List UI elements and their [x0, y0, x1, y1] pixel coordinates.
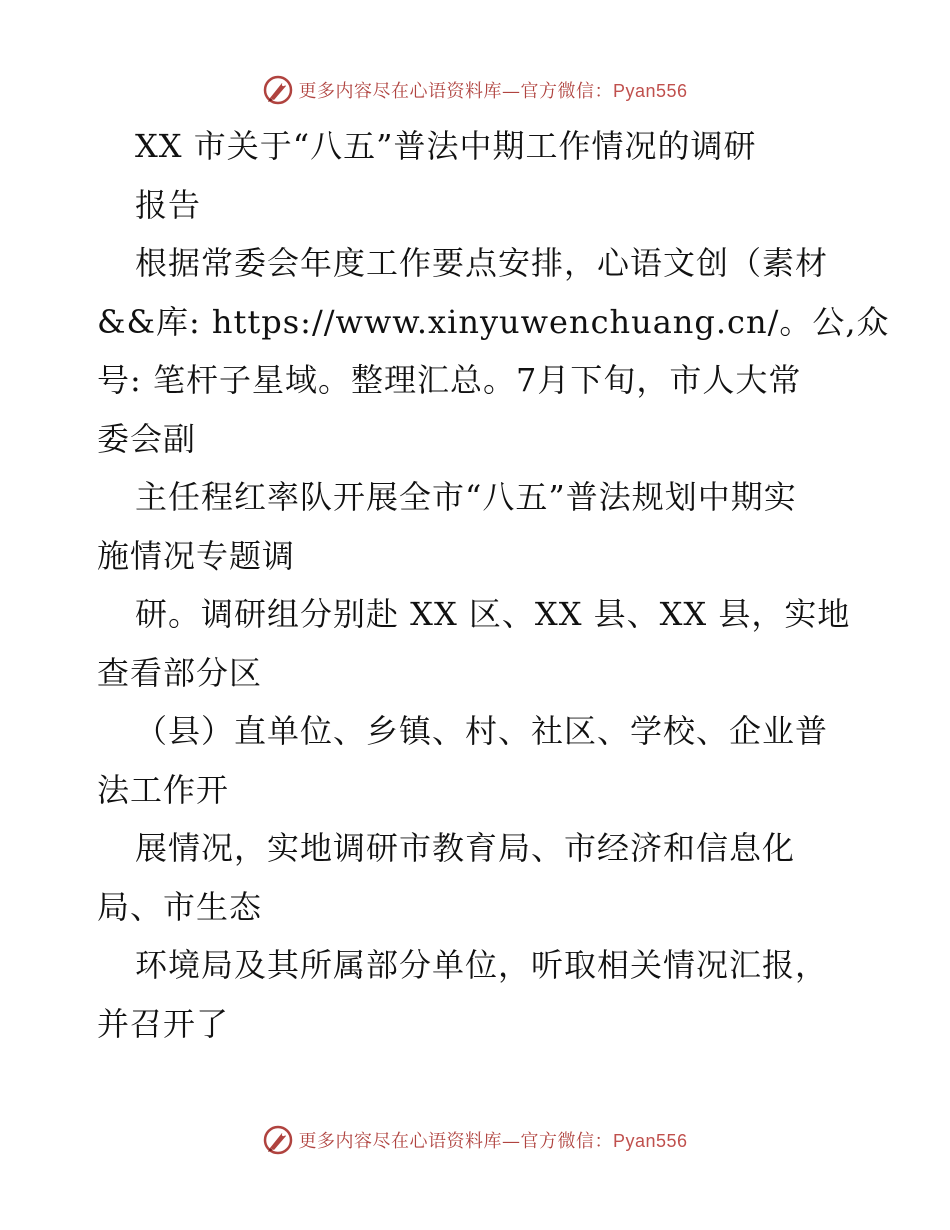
banner-text — [298, 1127, 687, 1153]
banner-slogan: 更多内容尽在心语资料库 — [298, 1131, 502, 1152]
paragraph-line: 并召开了 — [97, 1004, 230, 1043]
doc-title-line: XX 市关于“八五”普法中期工作情况的调研 — [135, 127, 757, 165]
paragraph-line: 展情况，实地调研市教育局、市经济和信息化 — [135, 829, 796, 867]
paragraph-line: （县）直单位、乡镇、村、社区、学校、企业普 — [135, 712, 829, 750]
doc-title-line: 报告 — [135, 185, 202, 224]
paragraph-line: 查看部分区 — [97, 653, 263, 692]
banner-text — [298, 77, 687, 103]
paragraph-line: 施情况专题调 — [97, 536, 296, 575]
banner-wechat-label: 官方微信： — [520, 1131, 613, 1152]
document-body — [97, 117, 890, 1053]
paragraph-line: 主任程红率队开展全市“八五”普法规划中期实 — [135, 478, 797, 516]
pen-logo-icon — [262, 74, 294, 106]
paragraph-line: 委会副 — [97, 419, 197, 458]
paragraph-line: &&库: https://www.xinyuwenchuang.cn/。公,众 — [97, 302, 890, 341]
banner-wechat-label: 官方微信： — [520, 81, 613, 102]
banner-wechat-id: Pyan556 — [612, 81, 688, 101]
pen-logo-icon — [262, 1124, 294, 1156]
banner-separator: — — [501, 1131, 521, 1152]
banner-wechat-id: Pyan556 — [612, 1131, 688, 1151]
header-banner — [0, 70, 950, 110]
paragraph-line: 局、市生态 — [97, 887, 263, 926]
banner-separator: — — [501, 81, 521, 102]
paragraph-line: 研。调研组分别赴 XX 区、XX 县、XX 县，实地 — [135, 595, 851, 633]
footer-banner — [0, 1120, 950, 1160]
paragraph-line: 号: 笔杆子星域。整理汇总。7月下旬，市人大常 — [97, 361, 802, 399]
paragraph-line: 根据常委会年度工作要点安排，心语文创（素材 — [135, 244, 829, 282]
paragraph-line: 环境局及其所属部分单位，听取相关情况汇报， — [135, 946, 829, 984]
paragraph-line: 法工作开 — [97, 770, 230, 809]
banner-slogan: 更多内容尽在心语资料库 — [298, 81, 502, 102]
